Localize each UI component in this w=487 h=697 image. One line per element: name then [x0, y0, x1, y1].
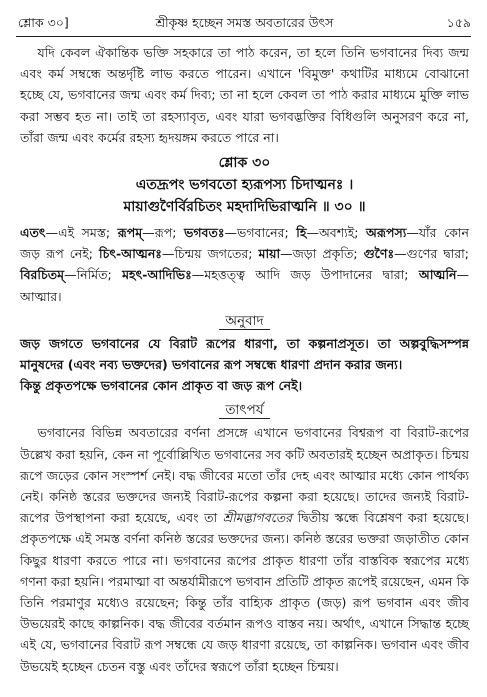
synonym-meaning: গুণের দ্বারা	[406, 246, 465, 262]
synonym-meaning: জড়া প্রকৃতি	[292, 246, 354, 262]
verse-line-2: মায়াগুণৈর্বিরচিতং মহদাদিভিরাত্মনি ॥ ৩০ ॥	[123, 199, 366, 216]
synonym-word: অরূপস্য	[366, 225, 407, 241]
verse-heading: শ্লোক ৩০	[218, 155, 271, 172]
synonym-word: মহৎ-আদিভিঃ	[122, 267, 192, 283]
header-chapter-title: শ্রীকৃষ্ণ হচ্ছেন সমস্ত অবতারের উৎস	[155, 15, 334, 30]
page-number: ১৫৯	[446, 15, 471, 30]
synonym-word: গুণৈঃ	[363, 246, 395, 262]
synonym-word: রূপম্	[117, 225, 143, 241]
translation-paragraph-1: জড় জগতে ভগবানের যে বিরাট রূপের ধারণা, তা কল্পনাপ্রসূত। তা অল্পবুদ্ধিসম্পন্ন মানুষদের (এবং নব্য ভক্তদের) ভগবানের রূপ সম্বন্ধে ধারণা প্রদান করার জন্য।	[20, 335, 469, 373]
synonym-meaning: নির্মিত	[76, 267, 108, 283]
synonym-meaning: অবশ্যই	[318, 225, 355, 241]
header-verse-ref: শ্লোক ৩০]	[18, 15, 69, 30]
translation-heading: অনুবাদ	[219, 313, 269, 330]
synonym-meaning: এই সমস্ত	[58, 225, 106, 241]
synonym-word: চিৎ-আত্মনঃ	[99, 246, 162, 262]
synonym-word: ভগবতঃ	[184, 225, 225, 241]
purport-text-part-1: ভগবানের বিভিন্ন অবতারের বর্ণনা প্রসঙ্গে এখানে ভগবানের বিশ্বরূপ বা বিরাট-রূপের উল্লেখ করা হয়নি, কেন না পূর্বোল্লিখিত ভগবানের সব কটি অবতারই হচ্ছেন অপ্রাকৃত। চিন্ময় রূপে জড়ের কোন সংস্পর্শ নেই। বদ্ধ জীবের মতো তাঁর দেহ এবং আত্মার মধ্যে কোন পার্থক্য নেই। কনিষ্ঠ স্তরের ভক্তদের জন্যই বিরাট-রূপের কল্পনা করা হয়েছে। তাদের জন্যই বিরাট-রূপের উপস্থাপনা করা হয়েছে, এবং তা	[20, 425, 469, 526]
page-content	[20, 42, 469, 677]
intro-paragraph: যদি কেবল ঐকান্তিক ভক্তি সহকারে তা পাঠ করেন, তা হলে তিনি ভগবানের দিব্য জন্ম এবং কর্ম সম্বন্ধে অন্তর্দৃষ্টি লাভ করতে পারেন। এখানে 'বিমুক্ত' কথাটির মাধ্যমে বোঝানো হচ্ছে যে, ভগবানের জন্ম এবং কর্ম দিব্য; তা না হলে কেবল তা পাঠ করার মাধ্যমে মুক্তি লাভ করা সম্ভব হত না। তাই তা রহস্যাবৃত, এবং যারা ভগবদ্ভক্তির বিধিগুলি অনুসরণ করে না, তাঁরা জন্ম এবং কর্মের রহস্য হৃদয়ঙ্গম করতে পারে না।	[20, 45, 469, 145]
purport-paragraph	[20, 422, 469, 676]
synonym-meaning: চিন্ময় জগতের	[174, 246, 249, 262]
purport-heading: তাৎপর্য	[219, 402, 269, 419]
synonym-word: বিরচিতম্	[20, 267, 65, 283]
purport-heading-wrap	[20, 400, 469, 420]
synonym-word: মায়া	[258, 246, 281, 262]
word-for-word-synonyms: এতৎ—এই সমস্ত; রূপম্—রূপ; ভগবতঃ—ভগবানের; হি—অবশ্যই; অরূপস্য—যাঁর কোন জড় রূপ নেই; চিৎ-আত্মনঃ—চিন্ময় জগতের; মায়া—জড়া প্রকৃতি; গুণৈঃ—গুণের দ্বারা; বিরচিতম্—নির্মিত; মহৎ-আদিভিঃ—মহত্তত্ত্ব আদি জড় উপাদানের দ্বারা; আত্মনি—আত্মার।	[20, 225, 470, 304]
synonym-word: আত্মনি	[418, 267, 457, 283]
synonym-word: এতৎ	[20, 225, 46, 241]
synonym-meaning: রূপ	[154, 225, 173, 241]
synonym-meaning: আত্মার	[20, 288, 58, 304]
synonym-meaning: মহত্তত্ত্ব আদি জড় উপাদানের দ্বারা	[204, 267, 405, 283]
translation-heading-wrap	[20, 311, 469, 331]
verse-line-1: এতদ্রূপং ভগবতো হ্যরূপস্য চিদাত্মনঃ ।	[135, 177, 354, 194]
synonym-meaning: যাঁর কোন জড় রূপ নেই	[20, 225, 469, 262]
synonym-word: হি	[296, 225, 307, 241]
purport-text-part-2: দ্বিতীয় স্কন্ধে বিশ্লেষণ করা হয়েছে। প্রকৃতপক্ষে এই সমস্ত বর্ণনা কনিষ্ঠ স্তরের ভক্তদের জন্য। কনিষ্ঠ স্তরের ভক্তরা জড়াতীত কোন কিছুর ধারণা করতে পারে না। ভগবানের রূপের প্রাকৃত ধারণা তাঁর বাস্তবিক স্বরূপের মধ্যে গণনা করা হয়নি। পরমাত্মা বা অন্তর্যামীরূপে ভগবান প্রতিটি প্রাকৃত রূপেই রয়েছেন, এমন কি তিনি পরমাণুর মধ্যেও রয়েছেন; কিন্তু তাঁর বাহ্যিক প্রাকৃত (জড়) রূপ ভগবান এবং জীব উভয়েরই কাছে কাল্পনিক। বদ্ধ জীবের বর্তমান রূপও বাস্তব নয়। অর্থাৎ, এখানে সিদ্ধান্ত হচ্ছে এই যে, ভগবানের বিরাট রূপ সম্বন্ধে যে জড় ধারণা রয়েছে, তা কাল্পনিক। ভগবান এবং জীব উভয়েই হচ্ছেন চেতন বস্তু এবং তাঁদের স্বরূপে তাঁরা হচ্ছেন চিন্ময়।	[20, 510, 469, 674]
synonym-meaning: ভগবানের	[237, 225, 285, 241]
translation-paragraph-2: কিন্তু প্রকৃতপক্ষে ভগবানের কোন প্রাকৃত বা জড় রূপ নেই।	[20, 378, 303, 394]
purport-italic-scripture: শ্রীমদ্ভাগবতের	[222, 510, 292, 526]
header-rule	[16, 36, 471, 37]
page-header	[18, 12, 471, 34]
